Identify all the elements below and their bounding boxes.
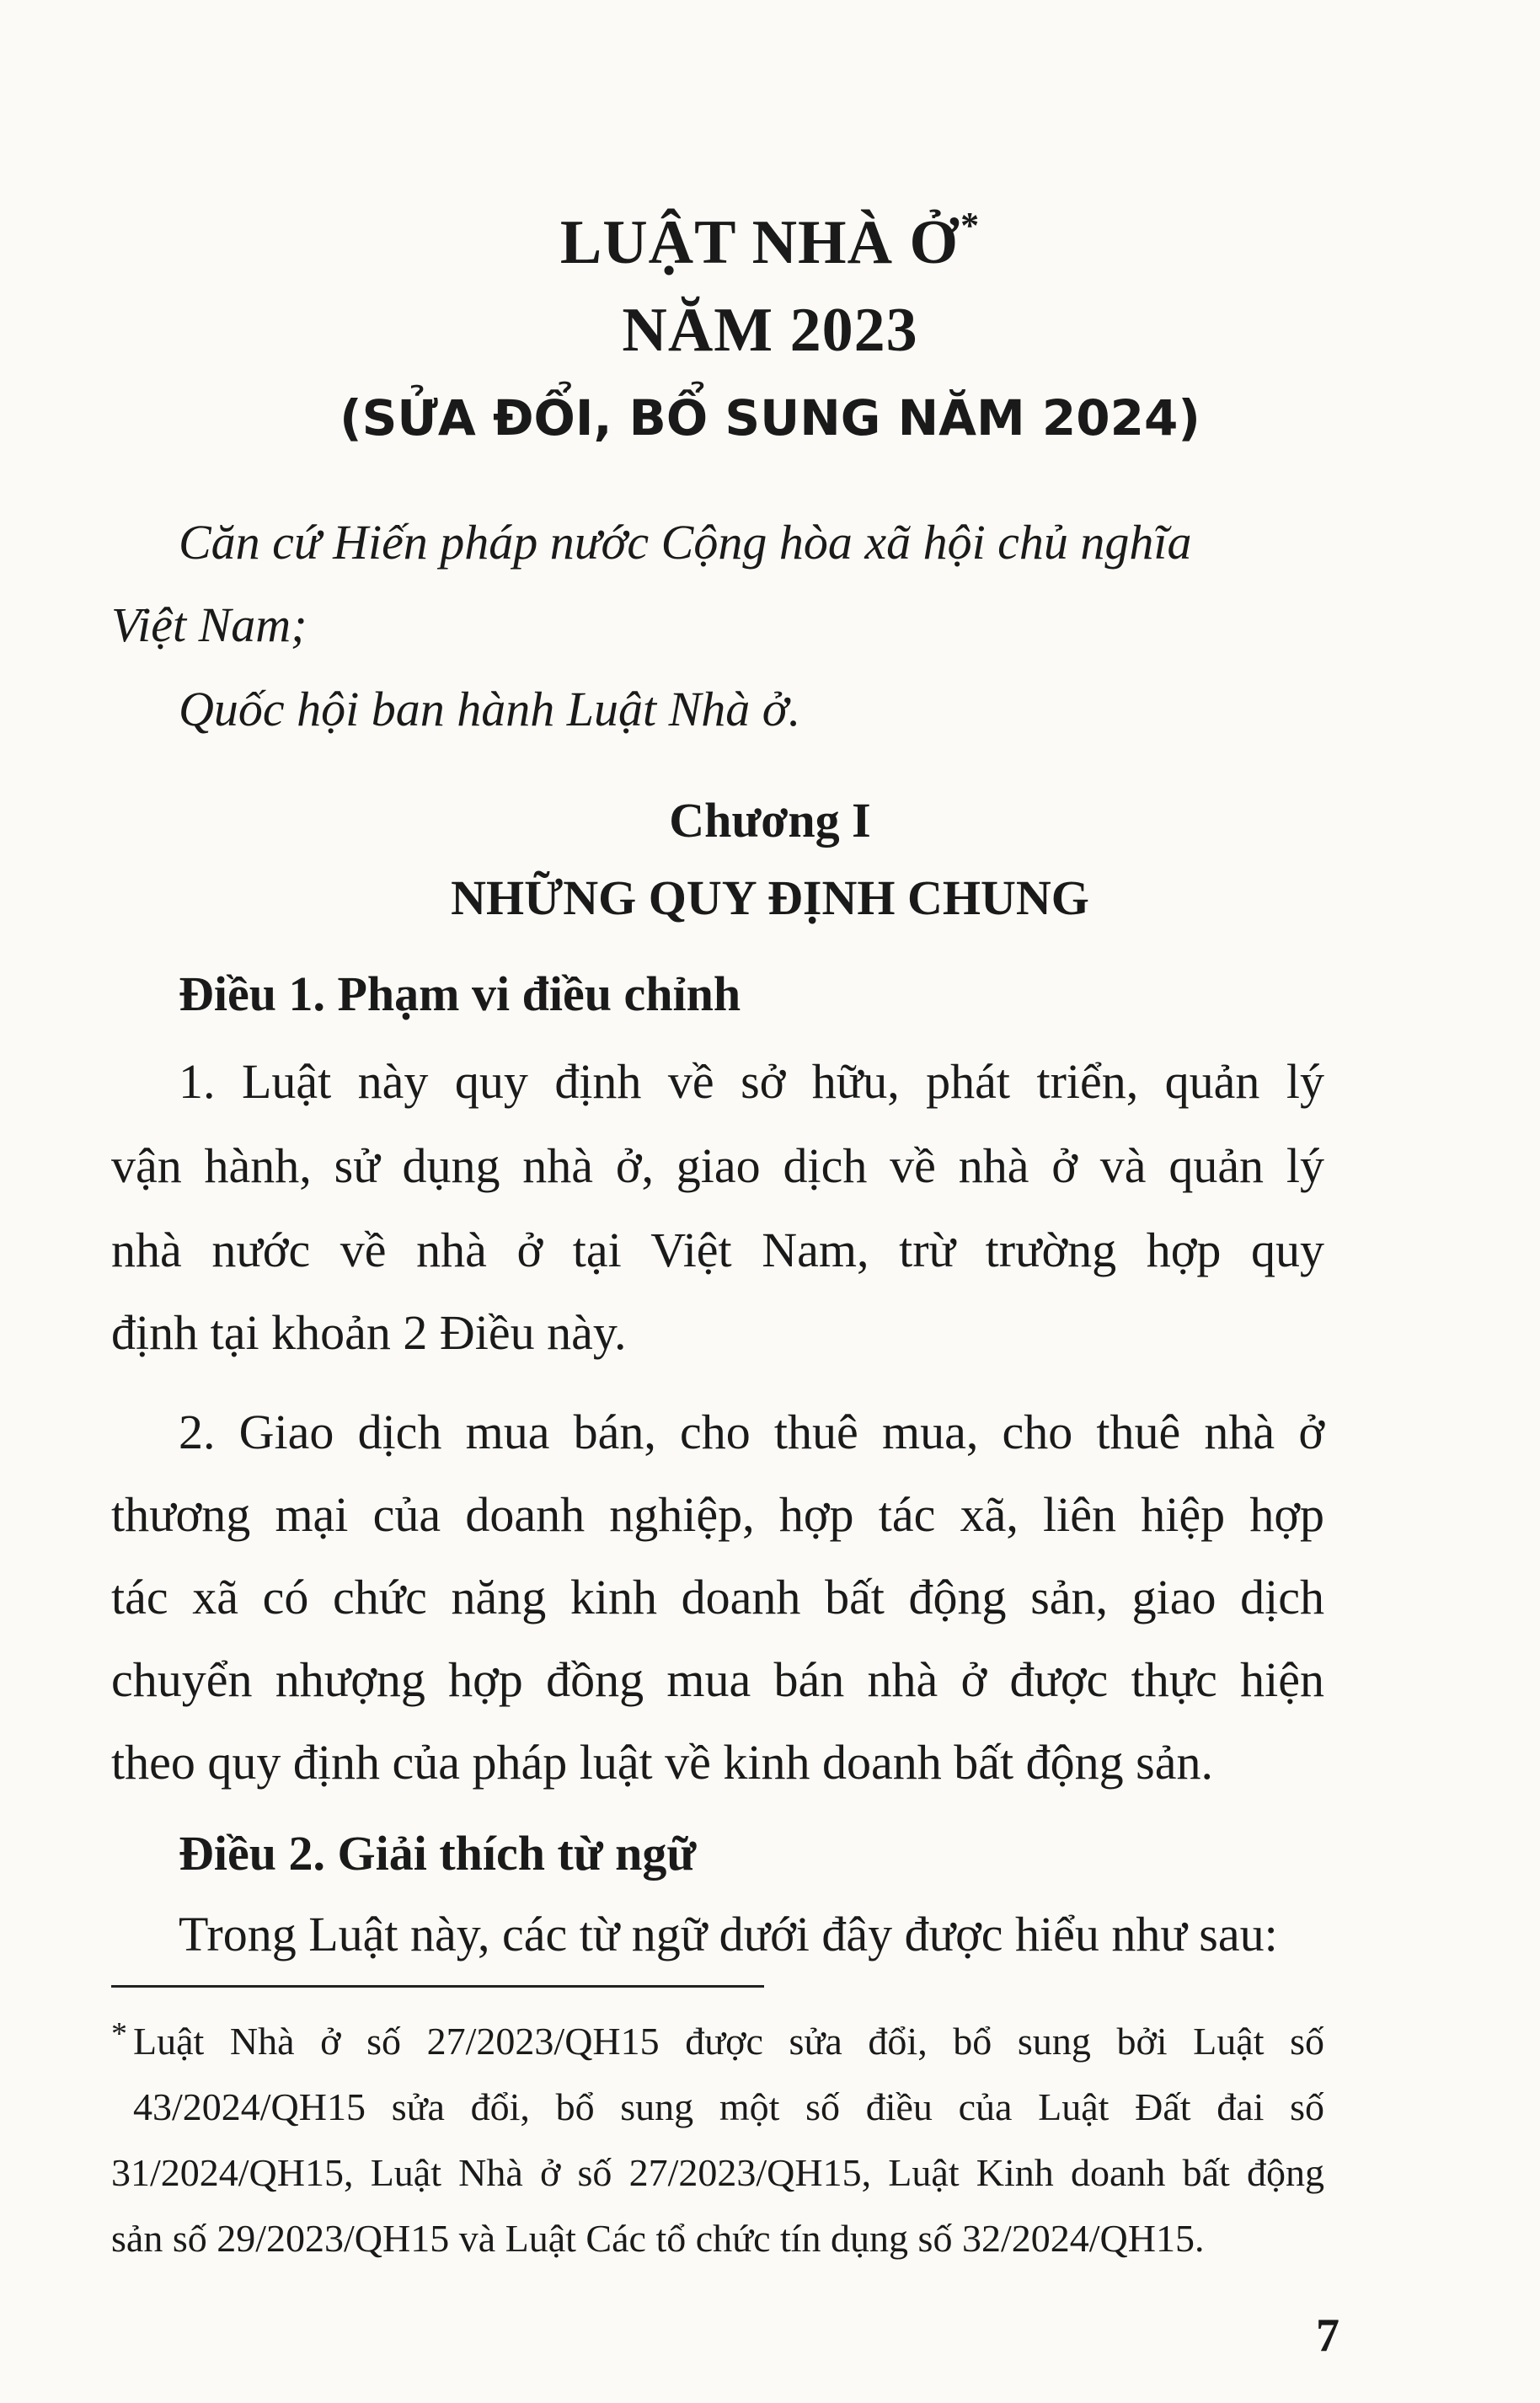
page-number: 7 — [1316, 2309, 1339, 2362]
title-footnote-marker: * — [960, 205, 981, 246]
chapter-title: NHỮNG QUY ĐỊNH CHUNG — [451, 870, 1089, 925]
law-amendment-note: (SỬA ĐỔI, BỔ SUNG NĂM 2024) — [340, 389, 1200, 447]
law-year: NĂM 2023 — [622, 296, 918, 365]
article-1-clause-2-line: thương mại của doanh nghiệp, hợp tác xã, liên hiệp hợp — [111, 1487, 1324, 1542]
chapter-number: Chương I — [669, 793, 871, 848]
law-title — [0, 207, 1540, 279]
footnote-marker: * — [111, 2016, 127, 2052]
article-1-clause-2-line: theo quy định của pháp luật về kinh doanh bất động sản. — [111, 1735, 1213, 1790]
article-2-intro: Trong Luật này, các từ ngữ dưới đây được hiểu như sau: — [179, 1907, 1278, 1961]
preamble-line-2: Việt Nam; — [111, 597, 307, 652]
footnote-line: 43/2024/QH15 sửa đổi, bổ sung một số điều của Luật Đất đai số — [133, 2085, 1324, 2128]
article-1-clause-2-line: 2. Giao dịch mua bán, cho thuê mua, cho thuê nhà ở — [179, 1405, 1324, 1459]
footnote-line: 31/2024/QH15, Luật Nhà ở số 27/2023/QH15, Luật Kinh doanh bất động — [111, 2151, 1324, 2194]
preamble-line-3: Quốc hội ban hành Luật Nhà ở. — [179, 682, 801, 736]
article-2-heading: Điều 2. Giải thích từ ngữ — [179, 1826, 697, 1881]
article-1-clause-1-line: định tại khoản 2 Điều này. — [111, 1305, 627, 1360]
article-1-clause-2-line: chuyển nhượng hợp đồng mua bán nhà ở được thực hiện — [111, 1652, 1324, 1707]
article-1-clause-1-line: 1. Luật này quy định về sở hữu, phát triển, quản lý — [179, 1054, 1324, 1109]
article-1-heading: Điều 1. Phạm vi điều chỉnh — [179, 966, 741, 1021]
article-1-clause-1-line: nhà nước về nhà ở tại Việt Nam, trừ trường hợp quy — [111, 1223, 1324, 1277]
law-title-text: LUẬT NHÀ Ở — [559, 208, 960, 277]
preamble-line-1: Căn cứ Hiến pháp nước Cộng hòa xã hội chủ nghĩa — [179, 515, 1192, 570]
article-1-clause-1-line: vận hành, sử dụng nhà ở, giao dịch về nhà ở và quản lý — [111, 1138, 1324, 1193]
footnote-line: Luật Nhà ở số 27/2023/QH15 được sửa đổi, bổ sung bởi Luật số — [133, 2020, 1324, 2063]
footnote-line: sản số 29/2023/QH15 và Luật Các tổ chức tín dụng số 32/2024/QH15. — [111, 2217, 1205, 2260]
footnote-divider — [111, 1985, 764, 1988]
article-1-clause-2-line: tác xã có chức năng kinh doanh bất động sản, giao dịch — [111, 1570, 1324, 1624]
